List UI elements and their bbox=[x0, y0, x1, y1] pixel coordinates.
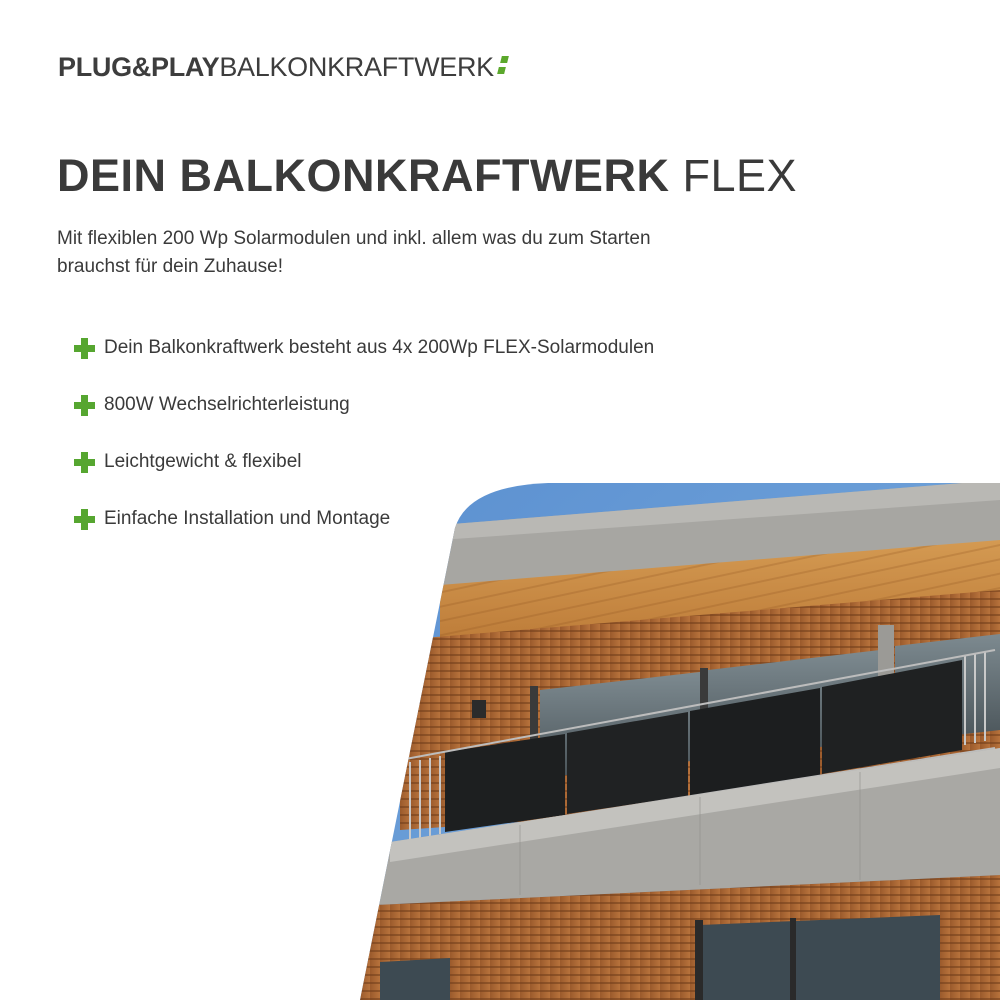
page-title-light: FLEX bbox=[682, 150, 798, 201]
feature-text: 800W Wechselrichterleistung bbox=[104, 394, 350, 415]
feature-text: Einfache Installation und Montage bbox=[104, 508, 391, 529]
feature-text: Leichtgewicht & flexibel bbox=[104, 451, 302, 472]
brand-logo-bold: PLUG&PLAY bbox=[58, 52, 220, 82]
intro-text: Mit flexiblen 200 Wp Solarmodulen und inkl. allem was du zum Starten brauchst für dein Zuhause! bbox=[57, 228, 651, 277]
brand-logo-thin: BALKONKRAFTWERK bbox=[219, 52, 494, 82]
feature-text: Dein Balkonkraftwerk besteht aus 4x 200Wp FLEX-Solarmodulen bbox=[104, 337, 655, 358]
page-title-bold: DEIN BALKONKRAFTWERK bbox=[57, 150, 670, 201]
